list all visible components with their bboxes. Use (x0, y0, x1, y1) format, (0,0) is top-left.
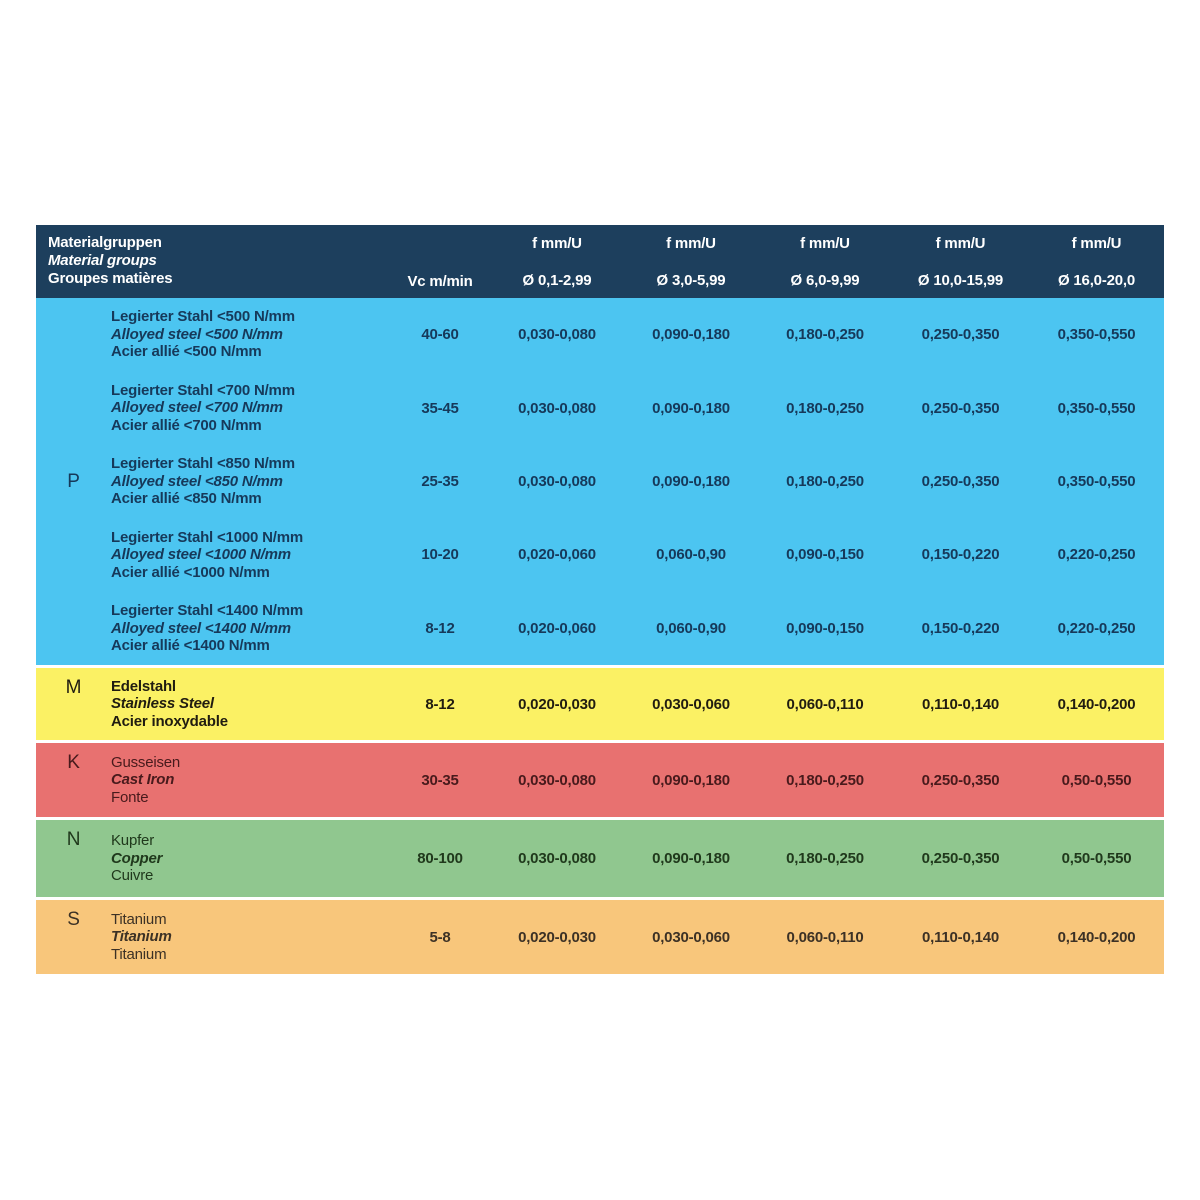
material-line-fr: Acier allié <1000 N/mm (111, 563, 270, 581)
feed-value: 0,020-0,030 (518, 928, 596, 946)
feed-value: 0,090-0,150 (786, 619, 864, 637)
diameter-range: Ø 0,1-2,99 (522, 272, 592, 289)
vc-value: 25-35 (421, 473, 459, 491)
table-row (111, 900, 1164, 974)
table-row (111, 518, 1164, 591)
feed-value: 0,030-0,080 (518, 850, 596, 867)
material-line-de: Edelstahl (111, 677, 176, 695)
feed-value: 0,060-0,110 (786, 695, 864, 713)
feed-value: 0,140-0,200 (1057, 928, 1136, 946)
feed-value: 0,220-0,250 (1057, 546, 1136, 564)
band-m-stainless (36, 668, 1164, 740)
feed-value: 0,350-0,550 (1057, 473, 1136, 491)
material-line-en: Titanium (111, 928, 172, 946)
material-line-de: Legierter Stahl <850 N/mm (111, 455, 295, 473)
feed-value: 0,060-0,90 (656, 546, 726, 564)
vc-value: 35-45 (421, 399, 459, 417)
header-line-fr: Groupes matières (48, 270, 173, 287)
material-name (111, 298, 390, 371)
feed-value: 0,150-0,220 (921, 546, 1000, 564)
material-line-en: Alloyed steel <1000 N/mm (111, 546, 291, 564)
diameter-range: Ø 3,0-5,99 (656, 272, 726, 289)
table-row (111, 298, 1164, 371)
band-k-rows (111, 743, 1164, 817)
material-line-fr: Acier allié <1400 N/mm (111, 637, 270, 655)
feed-value: 0,140-0,200 (1057, 695, 1136, 713)
feed-value: 0,090-0,180 (652, 850, 730, 867)
header-feed-col-4 (892, 225, 1029, 298)
header-feed-col-1 (490, 225, 624, 298)
group-letter-k: K (67, 752, 80, 773)
table-row (111, 371, 1164, 444)
feed-value: 0,090-0,180 (652, 771, 730, 789)
feed-value: 0,020-0,030 (518, 695, 596, 713)
header-feed-col-2 (624, 225, 758, 298)
vc-value: 30-35 (421, 771, 459, 789)
material-name (111, 371, 390, 444)
feed-value: 0,180-0,250 (786, 850, 864, 867)
band-n-rows (111, 820, 1164, 897)
material-line-fr: Titanium (111, 945, 167, 963)
feed-value: 0,220-0,250 (1057, 619, 1136, 637)
band-n-copper (36, 820, 1164, 897)
header-material-groups (36, 225, 390, 298)
feed-value: 0,060-0,110 (786, 928, 864, 946)
material-name (111, 518, 390, 591)
material-line-de: Gusseisen (111, 753, 181, 771)
material-name (111, 820, 390, 897)
material-line-de: Legierter Stahl <500 N/mm (111, 308, 295, 326)
feed-value: 0,250-0,350 (921, 326, 1000, 344)
material-line-fr: Acier inoxydable (111, 712, 228, 730)
feed-value: 0,250-0,350 (921, 473, 1000, 491)
feed-rate-table (36, 225, 1164, 974)
feed-value: 0,150-0,220 (921, 619, 1000, 637)
group-letter-p: P (67, 470, 80, 492)
band-m-rows (111, 668, 1164, 740)
material-line-de: Titanium (111, 910, 167, 928)
material-line-en: Alloyed steel <700 N/mm (111, 399, 283, 417)
feed-value: 0,030-0,060 (652, 695, 730, 713)
band-p-steel (36, 298, 1164, 665)
feed-value: 0,250-0,350 (921, 771, 1000, 789)
feed-value: 0,090-0,150 (786, 546, 864, 564)
header-feed-col-3 (758, 225, 892, 298)
header-feed-col-5 (1029, 225, 1164, 298)
material-line-en: Alloyed steel <1400 N/mm (111, 619, 291, 637)
material-line-fr: Acier allié <700 N/mm (111, 416, 262, 434)
band-k-cast-iron (36, 743, 1164, 817)
feed-value: 0,250-0,350 (921, 399, 1000, 417)
table-row (111, 668, 1164, 740)
group-letter-n: N (66, 829, 81, 850)
material-name (111, 668, 390, 740)
header-line-en: Material groups (48, 252, 157, 269)
feed-value: 0,50-0,550 (1061, 771, 1132, 789)
feed-value: 0,180-0,250 (786, 399, 864, 417)
feed-value: 0,110-0,140 (921, 695, 1000, 713)
vc-value: 5-8 (429, 928, 451, 946)
feed-value: 0,180-0,250 (786, 326, 864, 344)
vc-value: 8-12 (425, 695, 455, 713)
material-line-fr: Cuivre (111, 867, 154, 885)
material-line-fr: Acier allié <500 N/mm (111, 343, 262, 361)
vc-value: 10-20 (421, 546, 459, 564)
band-p-rows (111, 298, 1164, 665)
feed-value: 0,030-0,080 (518, 771, 596, 789)
material-line-en: Copper (111, 849, 163, 867)
table-row (111, 743, 1164, 817)
material-line-de: Legierter Stahl <1000 N/mm (111, 528, 303, 546)
table-header (36, 225, 1164, 298)
feed-value: 0,090-0,180 (652, 473, 730, 491)
material-line-en: Cast Iron (111, 771, 175, 789)
feed-value: 0,350-0,550 (1057, 399, 1136, 417)
table-row (111, 445, 1164, 518)
material-name (111, 592, 390, 665)
feed-value: 0,090-0,180 (652, 326, 730, 344)
feed-unit-label: f mm/U (800, 235, 850, 252)
feed-value: 0,060-0,90 (656, 619, 726, 637)
feed-value: 0,030-0,080 (518, 326, 596, 344)
material-name (111, 743, 390, 817)
table-row (111, 820, 1164, 897)
feed-value: 0,090-0,180 (652, 399, 730, 417)
feed-value: 0,50-0,550 (1061, 850, 1132, 867)
group-letter-s: S (67, 909, 80, 930)
material-line-en: Alloyed steel <850 N/mm (111, 472, 283, 490)
feed-value: 0,030-0,080 (518, 473, 596, 491)
material-line-de: Kupfer (111, 832, 154, 850)
material-line-en: Alloyed steel <500 N/mm (111, 325, 283, 343)
feed-value: 0,180-0,250 (786, 771, 864, 789)
group-letter-m: M (65, 677, 82, 698)
feed-unit-label: f mm/U (935, 235, 986, 252)
material-line-de: Legierter Stahl <700 N/mm (111, 381, 295, 399)
material-line-fr: Fonte (111, 788, 149, 806)
feed-unit-label: f mm/U (1071, 235, 1122, 252)
feed-value: 0,350-0,550 (1057, 326, 1136, 344)
material-name (111, 445, 390, 518)
header-vc: Vc m/min (407, 273, 473, 290)
feed-unit-label: f mm/U (666, 235, 716, 252)
diameter-range: Ø 10,0-15,99 (917, 272, 1004, 289)
band-s-titanium (36, 900, 1164, 974)
material-line-en: Stainless Steel (111, 695, 214, 713)
feed-value: 0,020-0,060 (518, 619, 596, 637)
vc-value: 80-100 (417, 850, 463, 867)
diameter-range: Ø 6,0-9,99 (790, 272, 860, 289)
band-s-rows (111, 900, 1164, 974)
material-line-fr: Acier allié <850 N/mm (111, 490, 262, 508)
feed-value: 0,030-0,060 (652, 928, 730, 946)
diameter-range: Ø 16,0-20,0 (1057, 272, 1136, 289)
material-line-de: Legierter Stahl <1400 N/mm (111, 602, 303, 620)
header-line-de: Materialgruppen (48, 234, 162, 251)
vc-value: 40-60 (421, 326, 459, 344)
feed-value: 0,250-0,350 (921, 850, 1000, 867)
vc-value: 8-12 (425, 619, 455, 637)
feed-value: 0,180-0,250 (786, 473, 864, 491)
feed-value: 0,030-0,080 (518, 399, 596, 417)
table-row (111, 592, 1164, 665)
material-name (111, 900, 390, 974)
feed-value: 0,110-0,140 (921, 928, 1000, 946)
feed-unit-label: f mm/U (532, 235, 582, 252)
feed-value: 0,020-0,060 (518, 546, 596, 564)
